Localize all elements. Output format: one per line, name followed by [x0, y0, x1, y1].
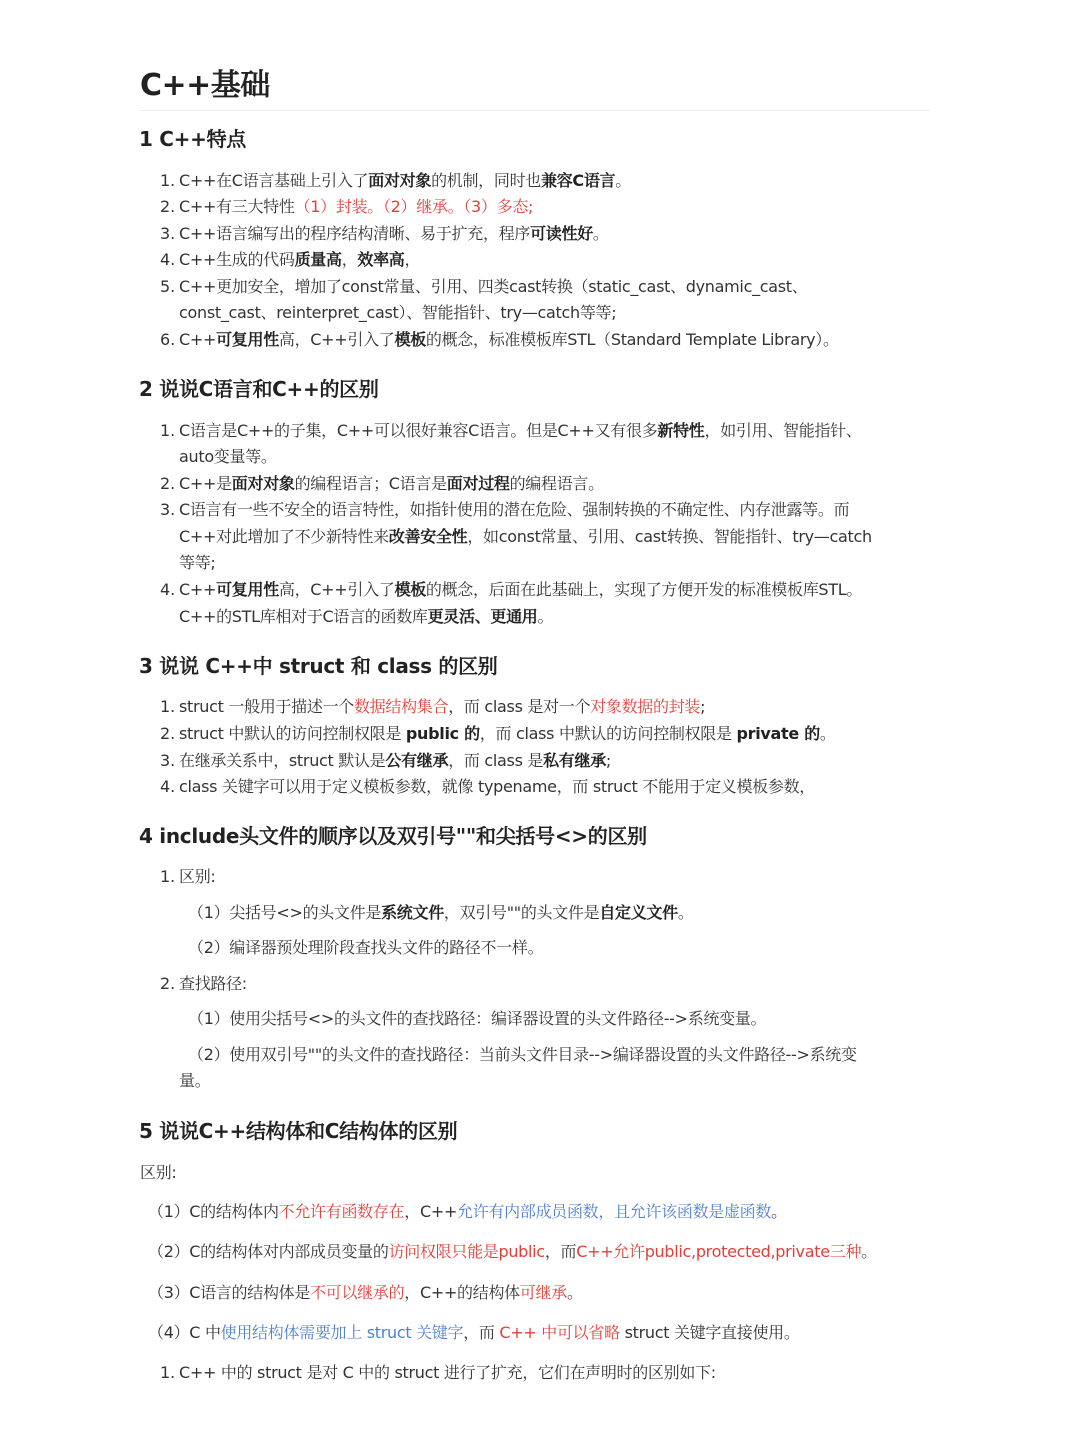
- list-item: C++更加安全，增加了const常量、引用、四类cast转换（static_cast、dynamic_cast、: [179, 277, 808, 296]
- sub-item: （1）使用尖括号<>的头文件的查找路径：编译器设置的头文件路径-->系统变量。: [188, 1009, 767, 1028]
- list-number: 3.: [160, 500, 176, 519]
- list-item: C语言有一些不安全的语言特性，如指针使用的潜在危险、强制转换的不确定性、内存泄露等。而: [179, 500, 850, 519]
- list-item: C++ 中的 struct 是对 C 中的 struct 进行了扩充，它们在声明时的区别如下:: [179, 1363, 716, 1382]
- list-item: 区别:: [179, 867, 216, 886]
- list-number: 2.: [160, 974, 176, 993]
- list-item: 查找路径:: [179, 974, 247, 993]
- list-item-continuation: C++的STL库相对于C语言的函数库更灵活、更通用。: [179, 607, 554, 626]
- list-number: 2.: [160, 197, 176, 216]
- sub-item: （1）尖括号<>的头文件是系统文件，双引号""的头文件是自定义文件。: [188, 903, 694, 922]
- list-number: 4.: [160, 777, 176, 796]
- paragraph-label: 区别:: [140, 1163, 177, 1182]
- list-number: 3.: [160, 751, 176, 770]
- list-item-continuation: const_cast、reinterpret_cast）、智能指针、try—catch等等;: [179, 303, 617, 322]
- list-number: 2.: [160, 724, 176, 743]
- list-number: 4.: [160, 580, 176, 599]
- paragraph: （3）C语言的结构体是不可以继承的，C++的结构体可继承。: [148, 1283, 583, 1302]
- list-item: C++语言编写出的程序结构清晰、易于扩充，程序可读性好。: [179, 224, 609, 243]
- paragraph: （4）C 中使用结构体需要加上 struct 关键字，而 C++ 中可以省略 struct 关键字直接使用。: [148, 1323, 800, 1342]
- list-item: 在继承关系中，struct 默认是公有继承，而 class 是私有继承;: [179, 751, 612, 770]
- list-item-continuation: 等等;: [179, 553, 216, 572]
- section-3-heading: 3 说说 C++中 struct 和 class 的区别: [139, 654, 498, 678]
- list-number: 4.: [160, 250, 176, 269]
- list-item: C++可复用性高，C++引入了模板的概念，后面在此基础上，实现了方便开发的标准模板库STL。: [179, 580, 863, 599]
- list-number: 6.: [160, 330, 176, 349]
- list-number: 1.: [160, 1363, 176, 1382]
- list-number: 3.: [160, 224, 176, 243]
- list-number: 1.: [160, 171, 176, 190]
- section-5-heading: 5 说说C++结构体和C结构体的区别: [139, 1119, 458, 1143]
- list-item: C++可复用性高，C++引入了模板的概念，标准模板库STL（Standard Template Library）。: [179, 330, 839, 349]
- section-1-heading: 1 C++特点: [139, 127, 246, 151]
- list-item: struct 中默认的访问控制权限是 public 的，而 class 中默认的访问控制权限是 private 的。: [179, 724, 836, 743]
- list-number: 2.: [160, 474, 176, 493]
- list-number: 5.: [160, 277, 176, 296]
- section-4-heading: 4 include头文件的顺序以及双引号""和尖括号<>的区别: [139, 824, 647, 848]
- list-number: 1.: [160, 697, 176, 716]
- list-item: C++是面对对象的编程语言；C语言是面对过程的编程语言。: [179, 474, 604, 493]
- paragraph: （1）C的结构体内不允许有函数存在，C++允许有内部成员函数，且允许该函数是虚函数。: [148, 1202, 787, 1221]
- sub-item: （2）使用双引号""的头文件的查找路径：当前头文件目录-->编译器设置的头文件路径-->系统变: [188, 1045, 857, 1064]
- list-item: C++在C语言基础上引入了面对对象的机制，同时也兼容C语言。: [179, 171, 631, 190]
- sub-item: （2）编译器预处理阶段查找头文件的路径不一样。: [188, 938, 544, 957]
- page-title: C++基础: [140, 60, 930, 111]
- list-item: class 关键字可以用于定义模板参数，就像 typename，而 struct 不能用于定义模板参数，: [179, 777, 815, 796]
- list-item: C++生成的代码质量高，效率高，: [179, 250, 421, 269]
- list-number: 1.: [160, 421, 176, 440]
- sub-item-continuation: 量。: [179, 1071, 211, 1090]
- list-item: struct 一般用于描述一个数据结构集合，而 class 是对一个对象数据的封装;: [179, 697, 706, 716]
- section-2-heading: 2 说说C语言和C++的区别: [139, 377, 379, 401]
- list-item: C++有三大特性（1）封装。（2）继承。（3）多态;: [179, 197, 534, 216]
- list-item: C语言是C++的子集，C++可以很好兼容C语言。但是C++又有很多新特性，如引用、智能指针、: [179, 421, 862, 440]
- list-item-continuation: auto变量等。: [179, 447, 277, 466]
- list-item-continuation: C++对此增加了不少新特性来改善安全性，如const常量、引用、cast转换、智能指针、try—catch: [179, 527, 872, 546]
- paragraph: （2）C的结构体对内部成员变量的访问权限只能是public，而C++允许public,protected,private三种。: [148, 1242, 877, 1261]
- list-number: 1.: [160, 867, 176, 886]
